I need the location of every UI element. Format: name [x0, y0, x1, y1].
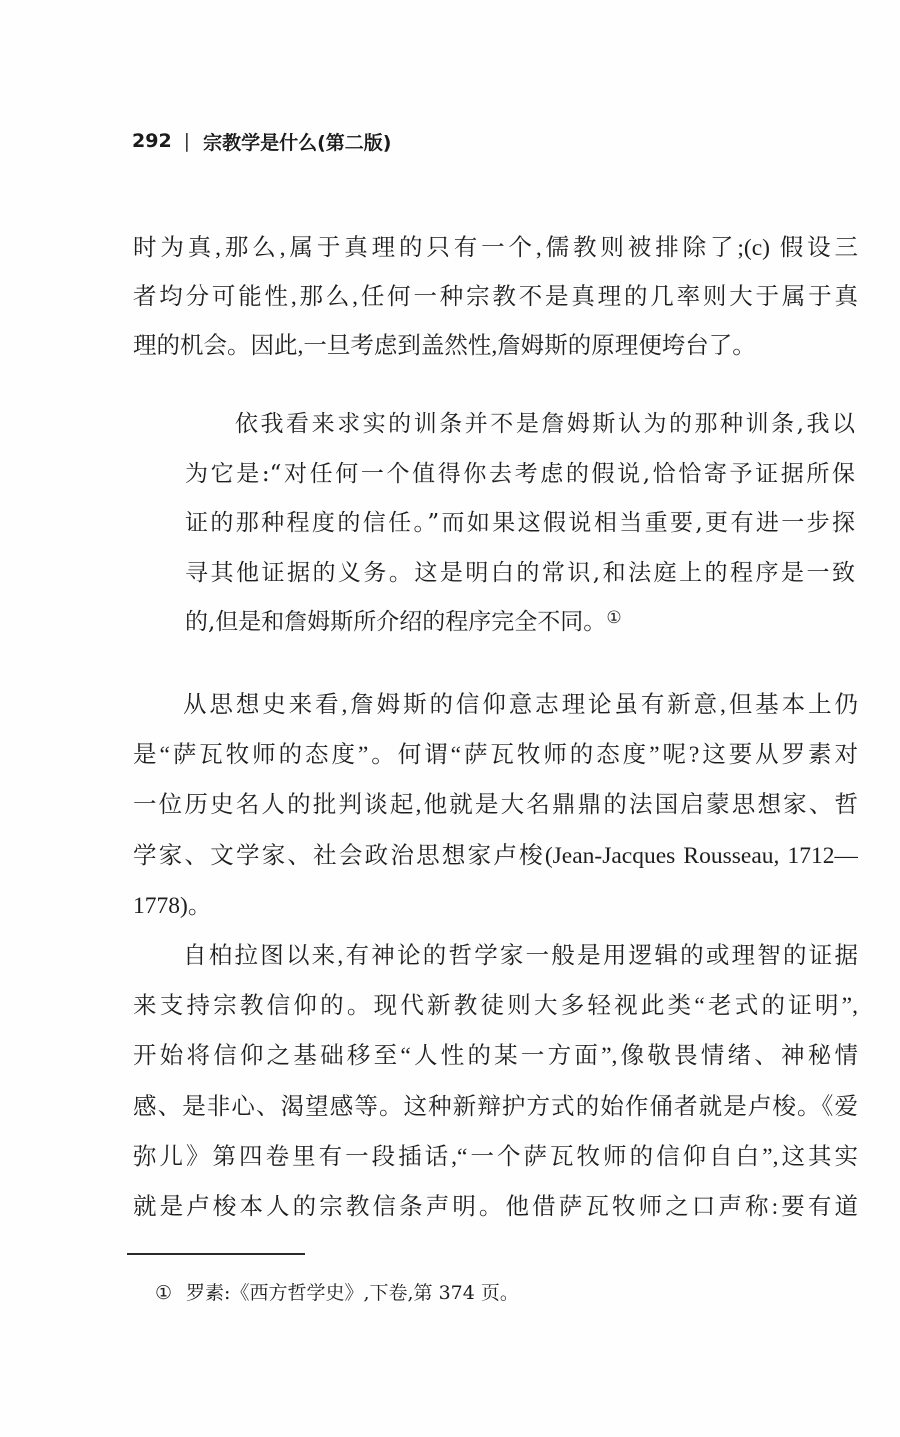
text-line: 就是卢梭本人的宗教信条声明。他借萨瓦牧师之口声称:要有道: [133, 1193, 858, 1220]
text-line: 自柏拉图以来,有神论的哲学家一般是用逻辑的或理智的证据: [183, 942, 858, 969]
page-header: [132, 128, 391, 154]
text-line: 证的那种程度的信任。”而如果这假说相当重要,更有进一步探: [185, 510, 855, 536]
text-line: 1778)。: [133, 892, 212, 919]
footnote-marker: ①: [155, 1282, 173, 1304]
text-line: 从思想史来看,詹姆斯的信仰意志理论虽有新意,但基本上仍: [183, 692, 858, 718]
text-line: 来支持宗教信仰的。现代新教徒则大多轻视此类“老式的证明”,: [133, 993, 858, 1020]
header-separator: |: [183, 130, 191, 152]
footnote-text: 罗素:《西方哲学史》,下卷,第 374 页。: [186, 1282, 519, 1304]
text-line: 感、是非心、渴望感等。这种新辩护方式的始作俑者就是卢梭。《爱: [133, 1093, 858, 1120]
text-line: [185, 598, 855, 648]
text-line: 寻其他证据的义务。这是明白的常识,和法庭上的程序是一致: [185, 559, 855, 586]
footnote-rule: [127, 1253, 305, 1255]
paragraph: [133, 931, 858, 1232]
text-line: 理的机会。因此,一旦考虑到盖然性,詹姆斯的原理便垮台了。: [133, 333, 756, 359]
text-line: 开始将信仰之基础移至“人性的某一方面”,像敬畏情绪、神秘情: [133, 1043, 858, 1070]
text-line-content: 的,但是和詹姆斯所介绍的程序完全不同。: [185, 609, 607, 635]
page-number: 292: [132, 130, 172, 152]
text-line: 时为真,那么,属于真理的只有一个,儒教则被排除了;(c) 假设三: [133, 235, 858, 261]
text-line: 一位历史名人的批判谈起,他就是大名鼎鼎的法国启蒙思想家、哲: [133, 792, 858, 819]
footnote-reference: ①: [606, 608, 622, 628]
paragraph: [133, 680, 858, 931]
book-title: 宗教学是什么(第二版): [203, 131, 392, 154]
text-line: 依我看来求实的训条并不是詹姆斯认为的那种训条,我以: [235, 411, 855, 437]
footnote: [155, 1280, 519, 1306]
text-line: 为它是:“对任何一个值得你去考虑的假说,恰恰寄予证据所保: [185, 460, 855, 487]
text-line: 弥儿》第四卷里有一段插话,“一个萨瓦牧师的信仰自白”,这其实: [133, 1143, 858, 1170]
text-line: 学家、文学家、社会政治思想家卢梭(Jean-Jacques Rousseau, 1712—: [133, 842, 858, 869]
paragraph: [133, 224, 858, 371]
text-flow: [133, 680, 858, 1232]
text-line: 者均分可能性,那么,任何一种宗教不是真理的几率则大于属于真: [133, 284, 858, 310]
text-line: 是“萨瓦牧师的态度”。何谓“萨瓦牧师的态度”呢?这要从罗素对: [133, 742, 858, 769]
block-quote: [185, 400, 855, 648]
